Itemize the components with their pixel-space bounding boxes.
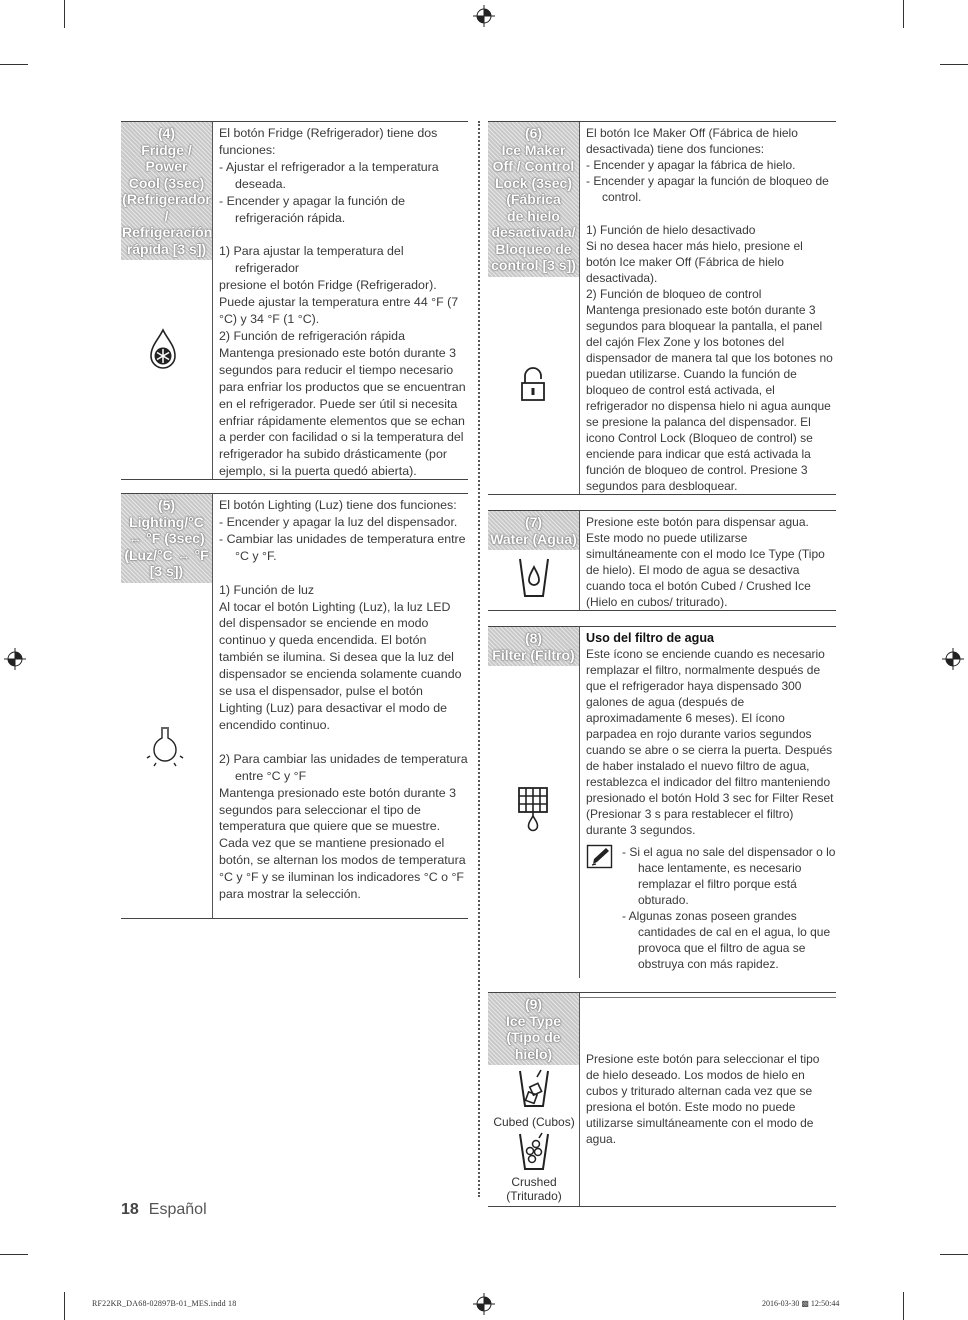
crop-mark bbox=[64, 0, 65, 28]
water-filter-icon bbox=[516, 785, 550, 833]
step-text: Mantenga presionado este botón durante 3 segundos para reducir el tiempo necesario para enfriar los productos que se encuentran en el refrigerador. Puede ser útil si necesita enfriar rápidamente elementos que se echan a perder con facilidad o si la temperatura del refrigerador ha subido drásticamente (por ejemplo, si la puerta quedó abierta). bbox=[219, 345, 466, 479]
step-heading: 2) Para cambiar las unidades de temperatura entre °C y °F bbox=[219, 751, 468, 783]
section-text bbox=[580, 627, 836, 978]
section-bottom-rule bbox=[488, 1206, 836, 1207]
crushed-ice-icon bbox=[517, 1130, 551, 1172]
registration-mark-icon bbox=[473, 5, 495, 27]
crop-mark bbox=[940, 1254, 968, 1255]
step-heading: 1) Función de hielo desactivado bbox=[586, 223, 756, 237]
column-divider bbox=[478, 121, 480, 1197]
button-label-water: (7) Water (Agua) bbox=[488, 511, 579, 550]
water-text: Presione este botón para dispensar agua. Este modo no puede utilizarse simultáneamente con el modo Ice Type (Tipo de hielo). El modo de agua se desactiva cuando toca el botón Cubed / Crushed Ice (Hielo en cubos/ triturado). bbox=[586, 515, 825, 609]
note-block bbox=[586, 844, 836, 972]
label-cell bbox=[488, 122, 580, 494]
section-fridge-power-cool bbox=[121, 121, 468, 479]
step-text: Mantenga presionado este botón durante 3 segundos para bloquear la pantalla, el panel del cajón Flex Zone y los botones del dispensador de manera tal que los botones no puedan utilizarse. Cuando la función de bloqueo de control está activada, el refrigerador no dispensa hielo ni agua aunque se presione la palanca del dispensador. El icono Control Lock (Bloqueo de control) se enciende para indicar que está activada la función de bloqueo de control. Presione 3 segundos para desbloquear. bbox=[586, 303, 833, 493]
note-pencil-icon bbox=[586, 844, 616, 870]
water-cup-icon bbox=[517, 555, 551, 599]
label-cell bbox=[121, 494, 213, 918]
crop-mark bbox=[903, 0, 904, 28]
crop-mark bbox=[903, 1292, 904, 1320]
section-text bbox=[213, 494, 468, 918]
step-heading: 2) Función de bloqueo de control bbox=[586, 287, 762, 301]
ice-type-text: Presione este botón para seleccionar el tipo de hielo deseado. Los modos de hielo en cubos y triturado alternan cada vez que se presiona el botón. Este modo no puede utilizarse simultáneamente con el modo de agua. bbox=[586, 1052, 820, 1146]
crop-mark bbox=[0, 64, 28, 65]
step-heading: 1) Función de luz bbox=[219, 582, 315, 597]
bullet-item: - Encender y apagar la fábrica de hielo. bbox=[586, 158, 796, 172]
cubed-ice-icon bbox=[517, 1067, 551, 1109]
filter-heading: Uso del filtro de agua bbox=[586, 631, 715, 645]
label-cell bbox=[488, 993, 580, 1206]
step-text: Mantenga presionado este botón durante 3 segundos para seleccionar el tipo de temperatura que quiere que se muestre. Cada vez que se mantiene presionado el botón, se alternan los modos de temperatura °C y °F y se iluminan los indicadores °C o °F para mostrar la selección. bbox=[219, 785, 466, 902]
bullet-item: - Cambiar las unidades de temperatura entre °C y °F. bbox=[219, 531, 466, 563]
filter-text: Este ícono se enciende cuando es necesario remplazar el filtro, normalmente después de que el refrigerador haya dispensado 300 galones de agua (después de aproximadamente 6 meses). El ícono parpadea en rojo durante varios segundos cuando se abre o se cierra la puerta. Después de haber instalado el nuevo filtro de agua, restablezca el indicador del filtro manteniendo presionado el botón Hold 3 sec for Filter Reset (Presionar 3 s para restablecer el filtro) durante 3 segundos. bbox=[586, 647, 834, 837]
step-text: Si no desea hacer más hielo, presione el botón Ice maker Off (Fábrica de hielo desactivada). bbox=[586, 239, 803, 285]
section-gap bbox=[488, 610, 836, 626]
label-cell bbox=[488, 511, 580, 610]
section-gap bbox=[488, 494, 836, 510]
bullet-item: - Ajustar el refrigerador a la temperatura deseada. bbox=[219, 159, 439, 191]
section-ice-maker-off bbox=[488, 121, 836, 494]
padlock-icon bbox=[519, 367, 547, 403]
registration-mark-icon bbox=[942, 648, 964, 670]
right-column bbox=[488, 121, 836, 1207]
intro-text: El botón Ice Maker Off (Fábrica de hielo desactivada) tiene dos funciones: bbox=[586, 126, 798, 156]
page-number: 18 bbox=[121, 1201, 139, 1218]
crushed-caption: Crushed (Triturado) bbox=[506, 1175, 562, 1203]
intro-text: El botón Lighting (Luz) tiene dos funciones: bbox=[219, 498, 457, 512]
intro-text: El botón Fridge (Refrigerador) tiene dos funciones: bbox=[219, 126, 438, 157]
crop-mark bbox=[0, 1254, 28, 1255]
section-gap bbox=[488, 978, 836, 992]
section-text bbox=[580, 511, 836, 610]
step-text: presione el botón Fridge (Refrigerador). Puede ajustar la temperatura entre 44 °F (7 °C) y 34 °F (1 °C). bbox=[219, 278, 459, 327]
button-label-ice-maker: (6) Ice Maker Off / Control Lock (3sec) (Fábrica de hielo desactivada/ Bloqueo de control [3 s]) bbox=[488, 122, 579, 277]
bullet-item: - Encender y apagar la función de refrigeración rápida. bbox=[219, 193, 405, 225]
page-language: Español bbox=[148, 1201, 207, 1218]
section-text bbox=[580, 122, 836, 494]
crop-mark bbox=[64, 1292, 65, 1320]
section-text bbox=[213, 122, 468, 479]
section-text bbox=[580, 1051, 836, 1151]
cubed-caption: Cubed (Cubos) bbox=[493, 1115, 575, 1129]
button-label-fridge: (4) Fridge / Power Cool (3sec) (Refrigerador / Refrigeración rápida [3 s]) bbox=[121, 122, 212, 260]
snowflake-drop-icon bbox=[146, 328, 180, 372]
print-slug-date: 2016-03-30 ▩ 12:50:44 bbox=[762, 1299, 840, 1308]
button-label-filter: (8) Filter (Filtro) bbox=[488, 627, 579, 666]
note-item: - Algunas zonas poseen grandes cantidades de cal en el agua, lo que provoca que el filtro de agua se obstruya con más rapidez. bbox=[622, 909, 831, 971]
section-ice-type bbox=[488, 992, 836, 1206]
section-filter bbox=[488, 626, 836, 978]
label-cell bbox=[121, 122, 213, 479]
bullet-item: - Encender y apagar la luz del dispensador. bbox=[219, 514, 458, 529]
button-label-lighting: (5) Lighting/°C ↔ °F (3sec) (Luz/°C ↔ °F [3 s]) bbox=[121, 494, 212, 583]
left-column bbox=[121, 121, 468, 919]
light-bulb-icon bbox=[145, 726, 185, 768]
registration-mark-icon bbox=[473, 1293, 495, 1315]
step-text: Al tocar el botón Lighting (Luz), la luz LED del dispensador se enciende en modo continuo y queda encendida. El botón también se ilumina. Si desea que la luz del dispensador se encienda solamente cuando se usa el dispensador, pulse el botón Lighting (Luz) para desactivar el modo de encendido continuo. bbox=[219, 599, 462, 732]
print-slug-file: RF22KR_DA68-02897B-01_MES.indd 18 bbox=[92, 1299, 237, 1308]
step-heading: 2) Función de refrigeración rápida bbox=[219, 328, 405, 343]
button-label-ice-type: (9) Ice Type (Tipo de hielo) bbox=[488, 993, 579, 1065]
section-gap bbox=[121, 479, 468, 493]
bullet-item: - Encender y apagar la función de bloqueo de control. bbox=[586, 174, 829, 204]
section-lighting bbox=[121, 493, 468, 919]
crop-mark bbox=[940, 64, 968, 65]
label-cell bbox=[488, 627, 580, 978]
section-rule bbox=[580, 997, 836, 998]
registration-mark-icon bbox=[4, 648, 26, 670]
section-water bbox=[488, 510, 836, 610]
note-item: - Si el agua no sale del dispensador o lo hace lentamente, es necesario remplazar el filtro porque está obturado. bbox=[622, 845, 836, 907]
page-footer bbox=[121, 1201, 207, 1219]
step-heading: 1) Para ajustar la temperatura del refrigerador bbox=[219, 244, 404, 276]
